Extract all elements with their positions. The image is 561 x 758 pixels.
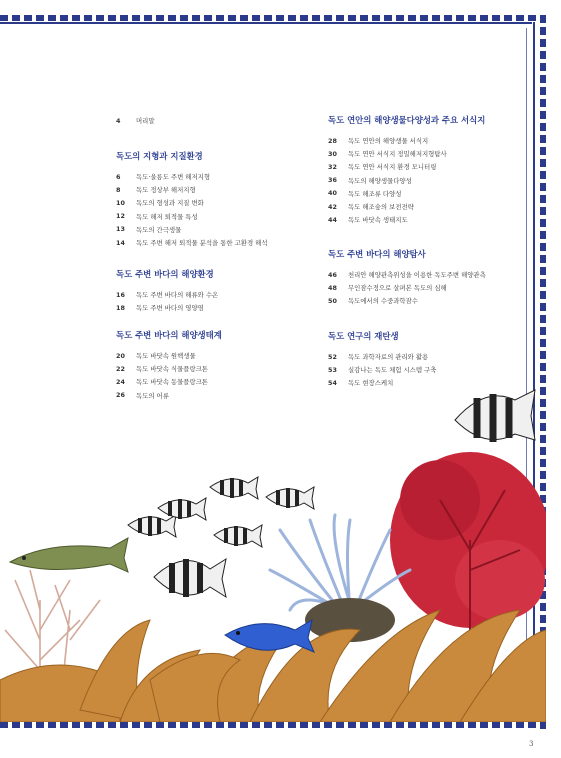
toc-page-number: 12 (116, 212, 125, 221)
toc-page-number: 14 (116, 238, 125, 247)
toc-title: 독도 연안의 해양생물 서식지 (348, 137, 429, 146)
toc-entry[interactable] (328, 160, 485, 173)
toc-title: 독도·울릉도 주변 해저지형 (136, 173, 211, 182)
toc-entry[interactable] (116, 196, 268, 209)
toc-entry[interactable] (328, 187, 485, 200)
toc-page-number: 42 (328, 202, 337, 211)
toc-title: 독도의 형성과 지질 변화 (136, 199, 204, 208)
section-heading: 독도 주변 바다의 해양생태계 (116, 330, 222, 340)
toc-title: 독도 바닷속 동물플랑크톤 (136, 378, 208, 387)
toc-title: 독도 바닷속 식물플랑크톤 (136, 365, 208, 374)
toc-entry[interactable] (328, 350, 436, 363)
toc-title: 독도의 해양생물다양성 (348, 176, 412, 185)
page-number: 3 (529, 740, 534, 748)
toc-page-number: 52 (328, 352, 337, 361)
toc-page-number: 20 (116, 351, 125, 360)
toc-title: 독도 주변 바다의 해류와 수온 (136, 291, 219, 300)
toc-section-left-1 (116, 150, 268, 249)
red-coral (390, 452, 546, 630)
blue-damselfish (225, 620, 314, 652)
toc-title: 무인잠수정으로 살펴본 독도의 심해 (348, 284, 447, 293)
toc-entry[interactable] (116, 362, 222, 375)
toc-entry[interactable] (328, 363, 436, 376)
toc-title: 독도의 간극생물 (136, 225, 182, 234)
toc-entry[interactable] (328, 294, 486, 307)
toc-entry[interactable] (328, 174, 485, 187)
toc-page-number: 26 (116, 391, 125, 400)
undersea-illustration (0, 377, 546, 722)
toc-page-number: 6 (116, 172, 121, 181)
toc-entry[interactable] (328, 281, 486, 294)
toc-page-number: 8 (116, 185, 121, 194)
toc-page-number: 4 (116, 116, 121, 125)
toc-page-number: 36 (328, 176, 337, 185)
toc-entry[interactable] (116, 223, 268, 236)
toc-page-number: 53 (328, 365, 337, 374)
toc-title: 독도 해저 퇴적물 특성 (136, 212, 198, 221)
toc-page-number: 48 (328, 283, 337, 292)
toc-title: 독도 해조숲의 보전전략 (348, 203, 414, 212)
toc-entry[interactable] (328, 200, 485, 213)
toc-title: 독도 해조류 다양성 (348, 189, 402, 198)
toc-page-number: 10 (116, 198, 125, 207)
toc-page-number: 24 (116, 377, 125, 386)
toc-entry[interactable] (116, 183, 268, 196)
toc-title: 독도에서의 수중과학잠수 (348, 297, 418, 306)
toc-page-number: 46 (328, 270, 337, 279)
toc-entry[interactable] (328, 134, 485, 147)
toc-entry-intro[interactable] (116, 114, 155, 127)
toc-entry[interactable] (328, 268, 486, 281)
toc-left-column (116, 114, 155, 127)
toc-entry[interactable] (328, 213, 485, 226)
toc-entry[interactable] (328, 147, 485, 160)
toc-entry[interactable] (116, 301, 218, 314)
toc-entry[interactable] (116, 170, 268, 183)
toc-page-number: 28 (328, 136, 337, 145)
section-heading: 독도 주변 바다의 해양환경 (116, 269, 214, 279)
toc-page-number: 40 (328, 189, 337, 198)
toc-title: 실감나는 독도 체험 시스템 구축 (348, 366, 437, 375)
toc-title: 독도 정상부 해저지형 (136, 186, 196, 195)
frame-line-top (0, 22, 532, 24)
toc-page-number: 13 (116, 225, 125, 234)
toc-title: 독도 연안 서식지 정밀해저지형탐사 (348, 150, 447, 159)
frame-border-bottom (0, 722, 546, 728)
toc-title: 독도 바닷속 원핵생물 (136, 352, 196, 361)
toc-section-left-2 (116, 268, 218, 314)
section-heading: 독도 연구의 재탄생 (328, 331, 399, 341)
toc-title: 독도 연안 서식지 환경 모니터링 (348, 163, 437, 172)
toc-section-right-1 (328, 114, 485, 226)
section-heading: 독도 주변 바다의 해양탐사 (328, 249, 426, 259)
toc-page-number: 30 (328, 149, 337, 158)
toc-title: 독도 주변 바다의 영양염 (136, 304, 204, 313)
frame-border-top (0, 15, 538, 21)
toc-entry[interactable] (116, 210, 268, 223)
blue-anemone (270, 515, 410, 612)
toc-page-number: 22 (116, 364, 125, 373)
toc-page-number: 32 (328, 162, 337, 171)
toc-page-number: 54 (328, 378, 337, 387)
toc-title: 독도 과학자료의 관리와 활용 (348, 353, 429, 362)
toc-section-right-2 (328, 248, 486, 308)
toc-page-number: 18 (116, 303, 125, 312)
section-heading: 독도 연안의 해양생물다양성과 주요 서식지 (328, 115, 486, 125)
toc-page-number: 50 (328, 296, 337, 305)
toc-title: 머리말 (136, 117, 155, 126)
green-wrasse-fish (10, 538, 128, 572)
toc-page-number: 44 (328, 215, 337, 224)
section-heading: 독도의 지형과 지질환경 (116, 151, 203, 161)
toc-title: 독도 주변 해저 퇴적물 분석을 통한 고환경 해석 (136, 239, 268, 248)
toc-entry[interactable] (116, 236, 268, 249)
toc-title: 독도의 어류 (136, 391, 169, 400)
toc-title: 독도 현장스케치 (348, 379, 394, 388)
toc-title: 독도 바닷속 생태지도 (348, 216, 408, 225)
toc-page-number: 16 (116, 290, 125, 299)
toc-title: 천리안 해양관측위성을 이용한 독도주변 해양관측 (348, 271, 486, 280)
toc-entry[interactable] (116, 288, 218, 301)
toc-entry[interactable] (116, 349, 222, 362)
